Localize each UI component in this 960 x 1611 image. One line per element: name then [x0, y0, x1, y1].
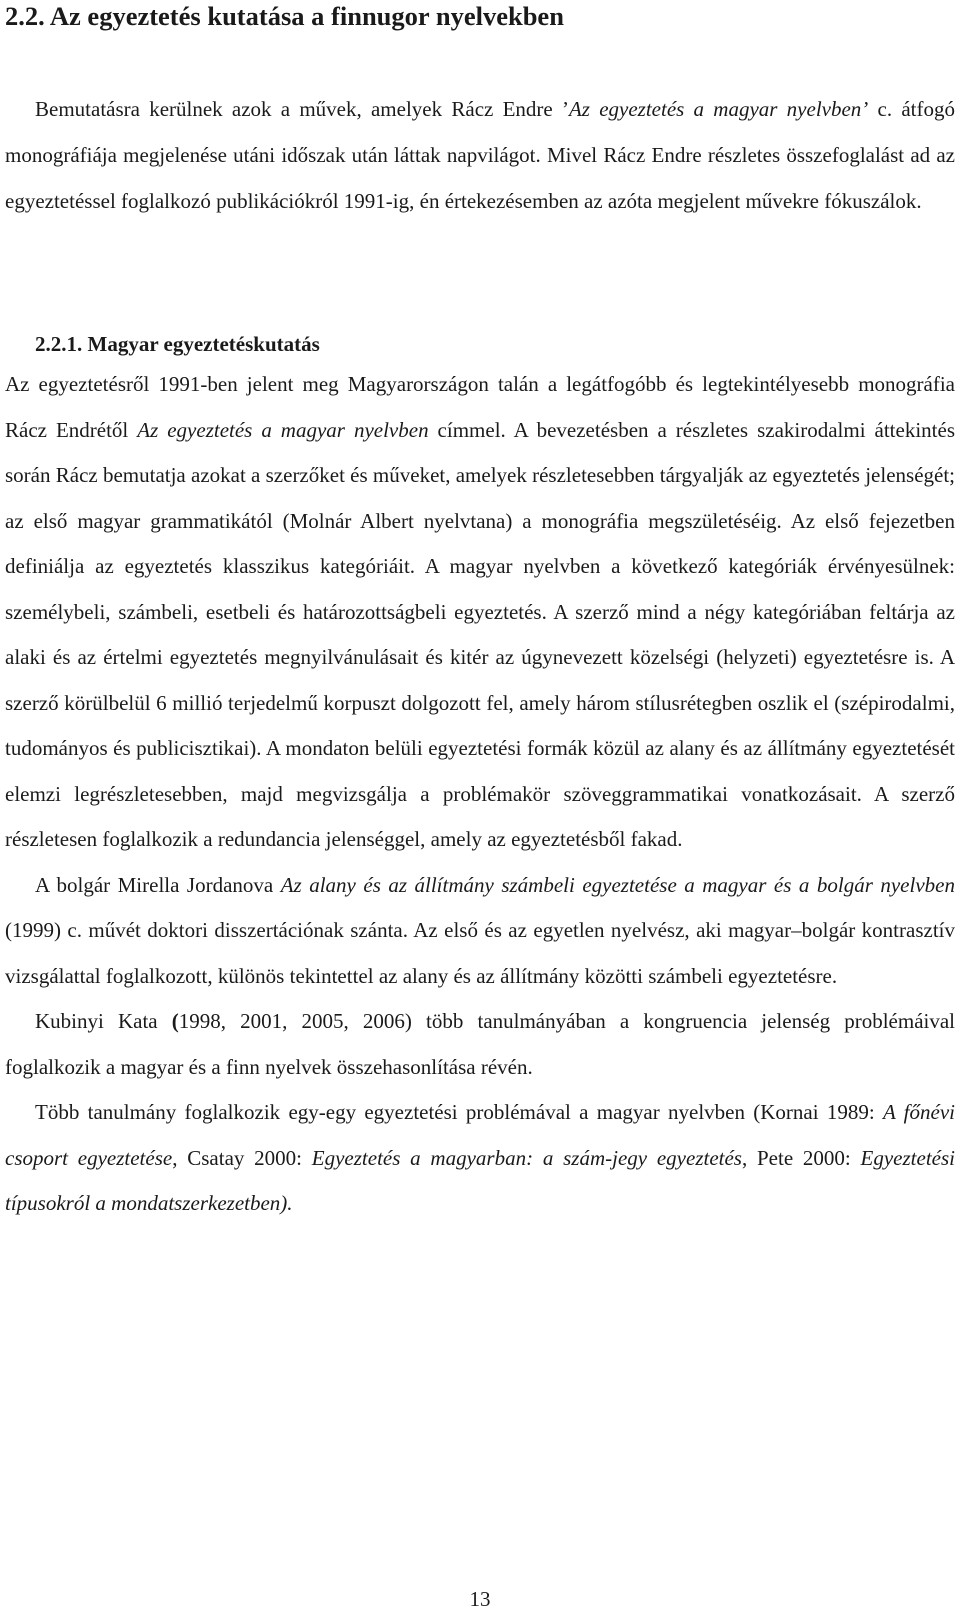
page-number: 13 — [469, 1587, 491, 1611]
paragraph-jordanova-text-2: (1999) c. művét doktori disszertációnak szánta. Az első és az egyetlen nyelvész, aki magyar–bolgár kontrasztív vizsgálattal foglalkozott, különös tekintettel az alany és az állítmány közötti számbeli egyeztetésre. — [5, 918, 955, 988]
paragraph-studies-text-3: , Pete 2000: — [741, 1145, 861, 1170]
pete-title: Egyeztetési típusokról a mondatszerkezetben). — [5, 1145, 955, 1215]
jordanova-book-title: Az alany és az állítmány számbeli egyeztetése a magyar és a bolgár nyelvben — [280, 872, 955, 897]
intro-text-1: Bemutatásra kerülnek azok a művek, amelyek Rácz Endre ’ — [35, 97, 569, 121]
paragraph-kubinyi-text-1: Kubinyi Kata — [35, 1009, 172, 1033]
paragraph-racz-text-2: címmel. A bevezetésben a részletes szakirodalmi áttekintés során Rácz bemutatja azokat a szerzőket és műveket, amelyek részletesebben tárgyalják az egyeztetés jelenségét; az első magyar grammatikától (Molnár Albert nyelvtana) a monográfia megszületéséig. Az első fejezetben definiálja az egyeztetés klasszikus kategóriáit. A magyar nyelvben a következő kategóriák érvényesülnek: személybeli, számbeli, esetbeli és határozottságbeli egyeztetés. A szerző mind a négy kategóriában feltárja az alaki és az értelmi egyeztetés megnyilvánulásait és kitér az úgynevezett közelségi (helyzeti) egyeztetésre is. A szerző körülbelül 6 millió terjedelmű korpuszt dolgozott fel, amely három stílusrétegben oszlik el (szépirodalmi, tudományos és publicisztikai). A mondaton belüli egyeztetési formák közül az alany és az állítmány egyeztetését elemzi legrészletesebben, majd megvizsgálja a problémakör szöveggrammatikai vonatkozásait. A szerző részletesen foglalkozik a redundancia jelenséggel, amely az egyeztetésből fakad. — [5, 417, 956, 851]
intro-book-title: Az egyeztetés a magyar nyelvben’ — [568, 97, 869, 121]
paragraph-studies-text-1: Több tanulmány foglalkozik egy-egy egyeztetési problémával a magyar nyelvben (Kornai 1989: — [35, 1100, 883, 1124]
paragraph-studies-text-2: , Csatay 2000: — [172, 1145, 312, 1170]
bold-paren: ( — [171, 1009, 179, 1033]
paragraph-jordanova — [5, 863, 955, 1000]
paragraph-kubinyi — [5, 999, 955, 1090]
intro-text-2: c. átfogó monográfiája megjelenése utáni időszak után láttak napvilágot. Mivel Rácz Endre részletes összefoglalást ad az egyeztetéssel foglalkozó publikációkról 1991-ig, én értekezésemben az azóta megjelent művekre fókuszálok. — [5, 97, 955, 213]
paragraph-racz-text-1: Az egyeztetésről 1991-ben jelent meg Magyarországon talán a legátfogóbb és legtekintélyesebb monográfia Rácz Endrétől — [5, 372, 955, 442]
intro-paragraph — [5, 86, 955, 224]
paragraph-racz — [5, 362, 955, 863]
paragraph-jordanova-text-1: A bolgár Mirella Jordanova — [35, 872, 281, 897]
csatay-title: Egyeztetés a magyarban: a szám-jegy egyeztetés — [311, 1145, 742, 1170]
section-heading: 2.2. Az egyeztetés kutatása a finnugor nyelvekben — [5, 1, 564, 31]
paragraph-studies — [5, 1090, 955, 1227]
paragraph-kubinyi-text-2: 1998, 2001, 2005, 2006) több tanulmányában a kongruencia jelenség problémáival foglalkozik a magyar és a finn nyelvek összehasonlítása révén. — [5, 1009, 955, 1079]
kornai-title: A főnévi csoport egyeztetése — [5, 1100, 955, 1170]
subsection-heading: 2.2.1. Magyar egyeztetéskutatás — [35, 332, 320, 356]
racz-book-title: Az egyeztetés a magyar nyelvben — [137, 417, 429, 442]
subsection-body — [5, 362, 955, 1227]
